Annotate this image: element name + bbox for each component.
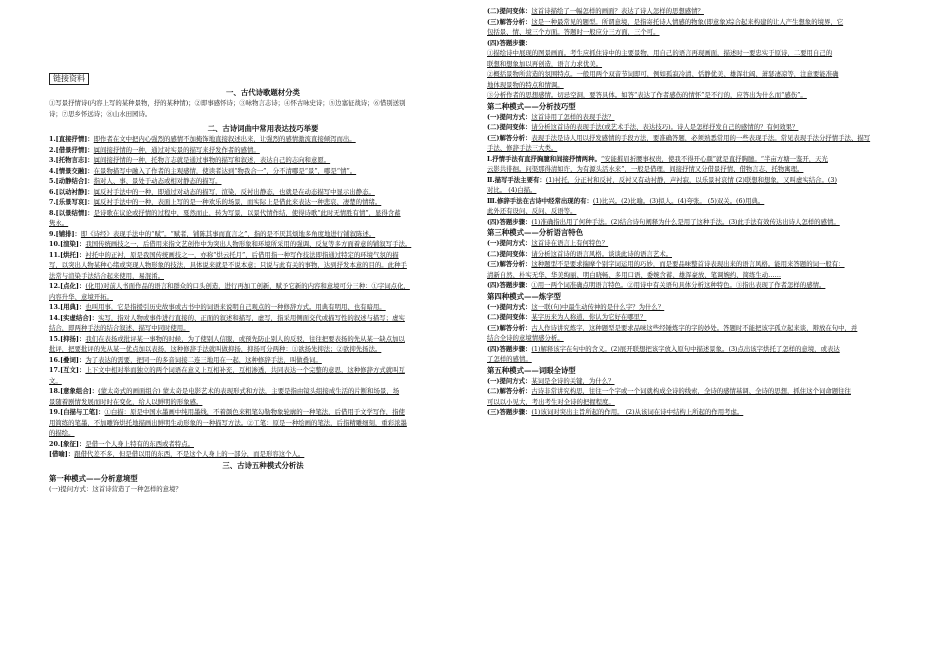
left-column (49, 66, 477, 494)
themes-list (49, 98, 477, 119)
mode-line (487, 90, 915, 101)
line-text: (1)准确指出用了何种手法。(2)结合诗句阐释为什么是用了这种手法。(3)此手法有效传达出诗人怎样的感情。 (531, 217, 840, 226)
mode-line (487, 407, 915, 418)
technique-item (49, 302, 477, 313)
line-text: 古诗非常讲究构思，往往一个字或一个词就构成全诗的线索，全诗的感情基调、全诗的思想，抓住这个词命题往往 (531, 387, 851, 395)
technique-item (49, 313, 477, 324)
line-text: ②概括景物所营造的氛围特点。一般用两个双音节词即可，例如孤寂冷清、恬静优美、雄浑壮阔、萧瑟凄凉等，注意要能准确 (487, 70, 839, 78)
technique-item (49, 271, 477, 282)
line-text: (1)解释该字在句中的含义。(2)展开联想把该字放入原句中描述景象。(3)点出该字烘托了怎样的意境，或表达 (531, 344, 840, 353)
technique-term: 7.[乐景写哀]： (49, 198, 94, 206)
technique-item (49, 239, 477, 250)
line-text: 此外还有设问、反问、反语等。 (487, 207, 577, 215)
mode-line (487, 344, 915, 355)
technique-definition: 上下文中相对举而独立的两个词语在意义上互相补充，互相渗透，共同表达一个完整的意思，这种修辞方式就叫互 (85, 366, 405, 374)
section-title-five-modes: 三、古诗五种模式分析法 (222, 460, 304, 470)
mode-line (487, 48, 915, 59)
line-text: 某词是全诗的关键，为什么？ (531, 376, 615, 385)
mode-line (487, 59, 915, 70)
line-text: 云影共徘徊。问渠那得清如许，为有源头活水来”，一般是借理，间接抒情又分借景抒情、借物言志、托物寓理。 (487, 165, 804, 173)
technique-definition: 我国传统画技之一，后借用来指文艺创作中为突出人物形象和环境所采用的强调、反复等多方面着意的铺叙写手法。 (85, 240, 412, 248)
mode-title: 第五种模式——词眼全诗型 (487, 365, 576, 375)
technique-definition: 内容升华、意境开拓。 (49, 292, 113, 301)
technique-term: 11.[烘托]： (49, 250, 86, 259)
technique-definition: (蒙太奇式的画面组合) 蒙太奇是电影艺术的表现形式和方法，主要是指由镜头组接成生活的片断和场景，场 (98, 387, 400, 395)
line-text: 这首诗描绘了一幅怎样的画面？表达了诗人怎样的思想感情？ (531, 7, 704, 15)
line-text: 这首诗在语言上有何特色？ (531, 239, 609, 247)
technique-term: 15.[抑扬]： (49, 334, 86, 343)
themes-line: ①写景抒情诗(内容上写的某种景物，抒的某种情)；②即事感怀诗；③咏物言志诗；④怀古咏史诗；⑤边塞征战诗；⑥惜别送别 (49, 99, 406, 107)
mode-line (487, 376, 915, 387)
mode-line (487, 80, 915, 91)
technique-item (49, 386, 477, 397)
mode-line (487, 196, 915, 207)
technique-definition: 属反衬手法中的一种，即通过对动态的描写，渲染，反衬出静态，也就是在动态描写中显示出静态。 (93, 187, 375, 196)
technique-item (49, 355, 477, 366)
line-label: Ⅱ.描写手法主要有： (487, 175, 546, 184)
mode-line (487, 302, 915, 313)
technique-definition: 在景物描写中融入了作者的主观感情，使读者达到“物我合一”，分不清哪是“景”，哪是“情”。 (93, 166, 357, 175)
mode-title: 第二种模式——分析技巧型 (487, 101, 576, 111)
line-text: ③分析作者的思想感情。切忌空洞，要答具体。如答“表达了作者感伤的情怀”是不行的，应答出为什么而“感伤”。 (487, 91, 807, 99)
technique-item (49, 250, 477, 261)
technique-item (49, 323, 477, 334)
mode-line (487, 206, 915, 217)
line-label: (三)解答分析： (487, 260, 532, 268)
line-text: 这一联(句)中最生动传神的是什么字？为什么？ (531, 302, 665, 311)
technique-item (49, 155, 477, 166)
mode-line (487, 238, 915, 249)
mode-one-title: 第一种模式——分析意境型 (49, 473, 138, 483)
technique-term: 13.[用典]： (49, 303, 86, 311)
line-label: (四)答题步骤： (487, 38, 532, 47)
technique-term: 4.[情景交融]： (49, 166, 94, 175)
line-text: 包括景、情、境三个方面。答题时一般应分三方面，三个可。 (487, 28, 660, 36)
technique-item (49, 187, 477, 198)
technique-definition: 法常与渲染手法结合起来使用，易混淆。 (49, 271, 165, 280)
line-label: (三)解答分析： (487, 133, 532, 142)
line-label: (二)提问变体： (487, 249, 532, 258)
line-text: 了怎样的感情。 (487, 355, 532, 363)
technique-definition: 隽永。 (49, 219, 69, 227)
mode-line (487, 249, 915, 260)
line-text: 地体现景物的特点和情调。 (487, 80, 564, 89)
mode-one-question: (一)提问方式：这首诗营造了一种怎样的意境？ (49, 484, 182, 493)
line-label: Ⅲ.修辞手法在古诗中经常出现的有： (487, 196, 593, 205)
line-label: (三)解答分析： (487, 17, 532, 26)
mode-line (487, 17, 915, 28)
technique-definition: 属间接抒情的一种，通过对实景的描写来抒发作者的感情。 (93, 145, 260, 154)
mode-line (487, 280, 915, 291)
technique-definition: 实写，指对人物或事件进行直接的、正面的叙述和描写，虚写，指采用侧面交代或描写性的叙述与描写；虚实 (98, 313, 405, 322)
mode-line (487, 175, 915, 186)
technique-item (49, 365, 477, 376)
technique-definition: ①白描：原是中国水墨画中纯用墨线，不着颜色来粗笔勾勒物象轮廓的一种笔法，后借用于文学写作，指使 (104, 408, 405, 416)
line-text: 这是一种最常见的题型。所谓意境，是指寄托诗人情感的物象(即意象)综合起来构建的让人产生想象的境界，它 (531, 17, 844, 26)
technique-definition: 的描绘。 (49, 429, 75, 437)
technique-definition: 也叫用事，它是指援引历史故事或古书中的词语来说明自己观点的一种修辞方式。用典有明用、也有暗用。 (85, 303, 386, 311)
line-label: (一)提问方式： (487, 302, 532, 311)
line-label: (四)答题步骤： (487, 217, 532, 226)
technique-definition: 属反衬手法中的一种，表面上写的是一种欢乐的场景，而实际上是借此来表达一种悲哀、凄楚的情绪。 (93, 198, 382, 206)
line-label: (三)解答分析： (487, 323, 532, 332)
technique-term: 5.[动静结合]： (49, 177, 94, 185)
mode-line (487, 27, 915, 38)
technique-definition: 批评，把要批评的先从某一优点加以表扬，这种修辞手法就叫做抑扬，抑扬可分两种：①欲扬先抑法；②欲抑先扬法。 (49, 345, 382, 353)
line-label: Ⅰ.抒情手法有直抒胸臆和间接抒情两种。 (487, 154, 601, 163)
technique-item (49, 208, 477, 219)
mode-line (487, 312, 915, 323)
line-text: 对比。 (4)白描。 (487, 186, 537, 194)
technique-definition: 即《诗经》表现手法中的“赋”。“赋者，铺陈其事而直言之”，指的是不厌其烦地多角度地进行铺叙陈述。 (80, 229, 376, 238)
line-text: 手法、修辞手法三大类。 (487, 144, 558, 152)
technique-term: 9.[铺排]： (49, 229, 81, 238)
mode-line (487, 270, 915, 281)
technique-term: 2.[借景抒情]： (49, 145, 94, 154)
line-label: (一)提问方式： (487, 376, 532, 385)
technique-term: 20.[象征]： (49, 439, 86, 448)
line-text: ①描绘诗中展现的图景画面。考生应抓住诗中的主要景物，用自己的语言再现画面，描述时一要忠实于原诗，二要用自己的 (487, 49, 833, 57)
technique-term: 17.[互文]： (49, 366, 86, 374)
mode-line (487, 112, 915, 123)
line-text: 可以以小见大，考出考生对全诗的把握程度。 (487, 397, 615, 406)
themes-line: 诗；⑦思乡怀远诗；⑧山水田园诗。 (49, 109, 152, 118)
technique-definition: 是借一个人身上特有的东西或者特点。 (85, 439, 194, 448)
technique-definition: 结合，即两种手法的结合叙述、描写中同时使用。 (49, 324, 190, 332)
mode-line (487, 217, 915, 228)
mode-line (487, 6, 915, 17)
mode-line (487, 133, 915, 144)
linked-material-tag: 链接资料 (49, 73, 89, 85)
line-text: 某字历来为人称道，你认为它好在哪里？ (531, 313, 647, 321)
mode-line (487, 143, 915, 154)
line-text: 这首诗用了怎样的表现手法？ (531, 112, 615, 121)
technique-term: 18.[意象组合]： (49, 387, 99, 395)
line-text: (1)该词对突出主旨所起的作用。 (2)从该词在诗中结构上所起的作用考虑。 (531, 408, 744, 416)
technique-item (49, 260, 477, 271)
technique-term: 12.[点化]： (49, 282, 86, 290)
mode-line (487, 354, 915, 365)
mode-line (487, 154, 915, 165)
line-label: (二)提问变体： (487, 7, 532, 15)
mode-line (487, 164, 915, 175)
line-text: 结合全诗的意境情感分析。 (487, 334, 564, 342)
technique-item (49, 407, 477, 418)
technique-item (49, 176, 477, 187)
mode-title: 第四种模式——炼字型 (487, 291, 561, 301)
line-label: (二)提问变体： (487, 313, 532, 321)
technique-item (49, 281, 477, 292)
mode-line (487, 333, 915, 344)
technique-item (49, 229, 477, 240)
right-column (487, 6, 915, 418)
line-label: (四)答题步骤： (487, 281, 532, 289)
technique-item (49, 376, 477, 387)
mode-line (487, 122, 915, 133)
line-label: (一)提问方式： (487, 112, 532, 121)
technique-definition: 是诗歌在议论或抒情的过程中，戛然而止，转为写景，以景代情作结，使得诗歌“此时无情胜有情”，显得含蓄 (93, 208, 401, 217)
mode-line (487, 259, 915, 270)
technique-item (49, 197, 477, 208)
mode-line (487, 69, 915, 80)
mode-line (487, 386, 915, 397)
technique-term: 8.[以景结情]： (49, 208, 94, 217)
mode-line (487, 38, 915, 49)
line-text: 联想和想象加以再创造，语言力求优美。 (487, 59, 603, 68)
technique-definition: 用简练的笔墨，不加雕饰烘托地描画出鲜明生动形象的一种描写方法。②工笔：原是一种绘画的笔法，后指精雕细刻，重彩浓墨 (49, 418, 407, 427)
technique-term: 3.[托物言志]： (49, 156, 94, 164)
mode-line (487, 397, 915, 408)
technique-item (49, 145, 477, 156)
line-text: 这种题型不是要求揣摩个别字词运用的巧妙，而是要品味整首诗表现出来的语言风格。能用来答题的词一般有： (531, 260, 845, 268)
technique-item (49, 397, 477, 408)
mode-line (487, 185, 915, 196)
technique-item (49, 134, 477, 145)
technique-term: 6.[以动衬静]： (49, 187, 94, 196)
line-text: 请分析这首诗的语言风格。谈谈此诗的语言艺术。 (531, 249, 672, 258)
technique-item (49, 218, 477, 229)
line-label: (一)提问方式： (487, 239, 532, 247)
line-text: 清新自然、朴实无华、华美绚丽、明白晓畅、多用口语、委婉含蓄、雄浑豪放、笔调婉约、简练生动…… (487, 270, 781, 279)
technique-item (49, 449, 477, 460)
mode-line (487, 323, 915, 334)
line-text: “安能摧眉折腰事权贵，使我不得开心颜”就是直抒胸臆。“半亩方塘一鉴开，天光 (600, 154, 828, 163)
technique-definition: (化用)对前人书面作品的语言和群众的口头创造，进行再加工创新，赋予它新的内容和意境可分三种：①字词点化， (85, 282, 410, 290)
technique-definition: 衬托中的正衬，原是我国传统画技之一，亦称“烘云托月”，后借用指一种写作技法即指通过特定的环境气氛的描 (85, 250, 399, 259)
technique-term: [借喻]： (49, 450, 75, 458)
technique-item (49, 166, 477, 177)
line-text: 古人作诗讲究炼字，这种题型是要求品味这些经锤炼字的字的妙处。答题时不能把该字孤立起来谈，辩放在句中，并 (531, 323, 858, 332)
technique-item (49, 334, 477, 345)
technique-term: 10.[渲染]： (49, 240, 86, 248)
technique-definition: 跟借代差不多，但是借以用的东西，不是这个人身上的一部分，而是形容这个人。 (74, 450, 305, 458)
technique-item (49, 418, 477, 429)
mode-title: 第三种模式——分析语言特色 (487, 228, 584, 237)
line-text: (1)比兴。(2)比喻。(3)拟人。(4)夸张。 (5)双关。(6)用典。 (592, 196, 765, 205)
technique-definition: 即作者在文中把内心强烈的感情不加掩饰地直接叙述出来，让强烈的感情激流直接倾泻而出。 (93, 135, 356, 143)
technique-definition: 为了表达的需要，把同一的多音词接二连三地用在一起，这种修辞手法，叫做叠词。 (85, 355, 322, 364)
technique-term: 1.[直接抒情]： (49, 135, 94, 143)
technique-item (49, 439, 477, 450)
section-title-themes: 一、古代诗歌题材分类 (226, 88, 300, 97)
technique-term: 16.[叠词]： (49, 355, 86, 364)
technique-term: 19.[白描与工笔]： (49, 408, 105, 416)
technique-definition: 文。 (49, 376, 62, 385)
line-text: 请分析这首诗的表现手法(或艺术手法、表达技巧)。诗人是怎样抒发自己的感情的？有何效果？ (531, 123, 799, 131)
line-text: 表现手法是诗人用以抒发感情的手段方法，要准确答题，必须熟悉常用的一些表现手法。常见表现手法分抒情手法、描写 (531, 133, 871, 142)
line-text: (1)衬托，分正衬和反衬，反衬又有动衬静，声衬寂，以乐景衬哀情 (2)联想和想象，又叫虚实结合。(3) (545, 175, 837, 184)
technique-definition: 我们在表扬或批评某一事物的时候，为了使别人信服，或预先防止别人的反驳，往往把要表扬的先从某一缺点加以 (85, 334, 405, 343)
technique-term: 14.[实虚结合]： (49, 313, 99, 322)
technique-item (49, 428, 477, 439)
technique-definition: 景随着剧情发展而时时在变化，给人以鲜明的形象感。 (49, 397, 203, 406)
technique-item (49, 344, 477, 355)
line-label: (二)提问变体： (487, 123, 532, 131)
technique-definition: 写，以突出人物某种心绪或突现人物形象的技法，具体说来就是不说本意；只说与此有关的事物，达到抒发本意的目的。此种手 (49, 261, 407, 269)
line-label: (三)答题步骤： (487, 408, 532, 416)
technique-item (49, 292, 477, 303)
techniques-list (49, 134, 477, 460)
line-label: (四)答题步骤： (487, 344, 532, 353)
line-label: (二)解答分析： (487, 387, 532, 395)
technique-definition: 属间接抒情的一种，托物言志就是通过事物的描写和叙述，表达自己的志向和意愿。 (93, 156, 331, 164)
section-title-techniques: 二、古诗词曲中常用表达技巧举要 (207, 124, 319, 133)
line-text: ①用一两个词准确点明语言特色。②用诗中有关语句具体分析这种特色。③指出表现了作者怎样的感情。 (531, 281, 826, 289)
technique-definition: 指对人、事、景处于动态或相对静态的描写。 (93, 177, 222, 185)
